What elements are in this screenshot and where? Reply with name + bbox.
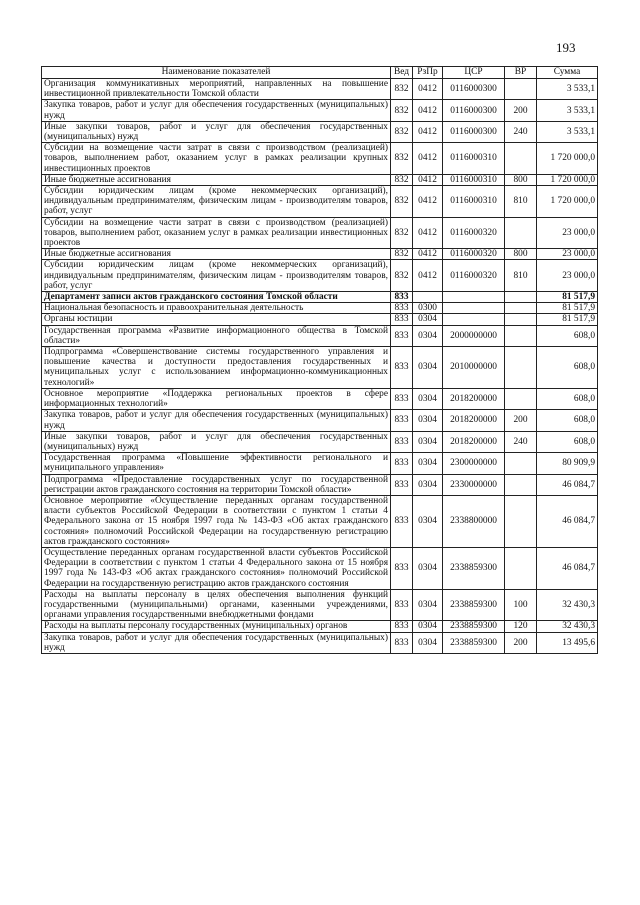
cell-sum: 1 720 000,0 [537,143,598,175]
cell-sum: 81 517,9 [537,303,598,314]
cell-rzpr: 0412 [413,121,443,142]
table-row [42,388,598,409]
cell-sum: 81 517,9 [537,314,598,325]
cell-name: Расходы на выплаты персоналу в целях обеспечения выполнения функций государственными (муниципальными) органами, казенными учреждениями, органами управления государственными внебюджетными фондами [42,589,391,621]
table-row [42,174,598,185]
cell-vr [505,453,537,474]
cell-rzpr: 0412 [413,174,443,185]
cell-vr: 810 [505,260,537,292]
table-row [42,292,598,303]
cell-ved: 832 [391,186,413,218]
cell-rzpr: 0412 [413,100,443,121]
cell-ved: 833 [391,453,413,474]
cell-ved: 833 [391,292,413,303]
cell-name: Закупка товаров, работ и услуг для обеспечения государственных (муниципальных) нужд [42,632,391,653]
cell-sum: 3 533,1 [537,79,598,100]
cell-rzpr: 0304 [413,589,443,621]
cell-ved: 833 [391,621,413,632]
cell-sum: 608,0 [537,410,598,431]
cell-vr [505,292,537,303]
cell-vr [505,347,537,389]
cell-csr: 2338859300 [443,589,505,621]
table-header-row [42,67,598,79]
table-row [42,79,598,100]
cell-vr: 800 [505,249,537,260]
cell-csr: 2010000000 [443,347,505,389]
cell-sum: 46 084,7 [537,474,598,495]
cell-ved: 832 [391,249,413,260]
cell-name: Субсидии на возмещение части затрат в связи с производством (реализацией) товаров, выполнением работ, оказанием услуг в рамках реализации инвестиционных проектов [42,217,391,249]
cell-vr: 200 [505,410,537,431]
cell-csr: 0116000300 [443,121,505,142]
table-row [42,314,598,325]
cell-csr: 0116000300 [443,100,505,121]
cell-ved: 832 [391,143,413,175]
table-row [42,495,598,547]
cell-ved: 832 [391,174,413,185]
cell-sum: 13 495,6 [537,632,598,653]
cell-name: Государственная программа «Развитие информационного общества в Томской области» [42,325,391,346]
cell-rzpr [413,292,443,303]
cell-sum: 3 533,1 [537,121,598,142]
cell-ved: 832 [391,217,413,249]
cell-ved: 832 [391,79,413,100]
table-row [42,474,598,495]
cell-csr: 0116000320 [443,217,505,249]
cell-rzpr: 0412 [413,186,443,218]
cell-rzpr: 0304 [413,347,443,389]
cell-name: Субсидии на возмещение части затрат в связи с производством (реализацией) товаров, выполнением работ, оказанием услуг в рамках реализации крупных инвестиционных проектов [42,143,391,175]
table-row [42,249,598,260]
cell-name: Закупка товаров, работ и услуг для обеспечения государственных (муниципальных) нужд [42,100,391,121]
cell-rzpr: 0304 [413,621,443,632]
cell-vr: 200 [505,100,537,121]
cell-csr: 2018200000 [443,410,505,431]
cell-rzpr: 0304 [413,388,443,409]
table-row [42,621,598,632]
cell-name: Государственная программа «Повышение эффективности регионального и муниципального управления» [42,453,391,474]
cell-ved: 832 [391,260,413,292]
cell-sum: 32 430,3 [537,589,598,621]
cell-name: Департамент записи актов гражданского состояния Томской области [42,292,391,303]
cell-ved: 833 [391,474,413,495]
cell-rzpr: 0412 [413,143,443,175]
cell-csr: 2000000000 [443,325,505,346]
cell-vr [505,79,537,100]
cell-rzpr: 0304 [413,314,443,325]
table-row [42,431,598,452]
cell-sum: 23 000,0 [537,217,598,249]
cell-vr: 800 [505,174,537,185]
cell-csr: 2300000000 [443,453,505,474]
cell-rzpr: 0300 [413,303,443,314]
cell-sum: 46 084,7 [537,495,598,547]
table-row [42,260,598,292]
table-row [42,589,598,621]
cell-vr [505,217,537,249]
cell-vr: 240 [505,121,537,142]
cell-vr [505,325,537,346]
cell-csr: 2330000000 [443,474,505,495]
cell-vr [505,388,537,409]
cell-name: Иные закупки товаров, работ и услуг для обеспечения государственных (муниципальных) нужд [42,431,391,452]
cell-sum: 46 084,7 [537,547,598,589]
cell-sum: 1 720 000,0 [537,186,598,218]
cell-csr: 2018200000 [443,431,505,452]
cell-sum: 23 000,0 [537,260,598,292]
cell-vr [505,314,537,325]
cell-vr: 120 [505,621,537,632]
cell-vr [505,143,537,175]
cell-vr: 810 [505,186,537,218]
header-csr: ЦСР [443,67,505,79]
table-row [42,410,598,431]
cell-ved: 833 [391,632,413,653]
cell-csr: 2338859300 [443,632,505,653]
cell-vr [505,303,537,314]
table-row [42,186,598,218]
cell-name: Расходы на выплаты персоналу государственных (муниципальных) органов [42,621,391,632]
cell-rzpr: 0412 [413,249,443,260]
cell-ved: 833 [391,314,413,325]
cell-rzpr: 0304 [413,431,443,452]
cell-csr: 2338859300 [443,547,505,589]
cell-ved: 832 [391,121,413,142]
cell-ved: 833 [391,495,413,547]
cell-vr [505,547,537,589]
cell-ved: 833 [391,431,413,452]
cell-rzpr: 0304 [413,410,443,431]
cell-sum: 608,0 [537,347,598,389]
cell-csr: 0116000310 [443,143,505,175]
cell-name: Подпрограмма «Совершенствование системы государственного управления и повышение качества и доступности предоставления государственных и муниципальных услуг с использованием информационно-коммуникационных технологий» [42,347,391,389]
page-number: 193 [556,40,576,55]
cell-sum: 1 720 000,0 [537,174,598,185]
cell-name: Основное мероприятие «Поддержка региональных проектов в сфере информационных технологий» [42,388,391,409]
cell-ved: 833 [391,410,413,431]
table-row [42,453,598,474]
cell-rzpr: 0304 [413,495,443,547]
cell-ved: 833 [391,547,413,589]
cell-rzpr: 0304 [413,325,443,346]
cell-rzpr: 0304 [413,632,443,653]
cell-rzpr: 0304 [413,474,443,495]
table-row [42,143,598,175]
cell-rzpr: 0412 [413,79,443,100]
cell-csr [443,292,505,303]
cell-vr: 100 [505,589,537,621]
header-ved: Вед [391,67,413,79]
cell-rzpr: 0412 [413,260,443,292]
cell-ved: 833 [391,388,413,409]
budget-table [41,66,598,654]
cell-name: Осуществление переданных органам государственной власти субъектов Российской Федерации в соответствии с пунктом 1 статьи 4 Федерального закона от 15 ноября 1997 года № 143-ФЗ «Об актах гражданского состояния» полномочий Российской Федерации на государственную регистрацию актов гражданского состояния [42,547,391,589]
cell-vr [505,495,537,547]
cell-sum: 608,0 [537,325,598,346]
table-row [42,547,598,589]
header-name: Наименование показателей [42,67,391,79]
cell-rzpr: 0304 [413,453,443,474]
cell-csr: 0116000320 [443,249,505,260]
cell-name: Подпрограмма «Предоставление государственных услуг по государственной регистрации актов гражданского состояния на территории Томской области» [42,474,391,495]
cell-csr: 0116000310 [443,186,505,218]
cell-name: Субсидии юридическим лицам (кроме некоммерческих организаций), индивидуальным предпринимателям, физическим лицам - производителям товаров, работ, услуг [42,260,391,292]
header-rzpr: РзПр [413,67,443,79]
cell-name: Органы юстиции [42,314,391,325]
cell-name: Иные бюджетные ассигнования [42,174,391,185]
header-vr: ВР [505,67,537,79]
table-row [42,121,598,142]
cell-sum: 32 430,3 [537,621,598,632]
cell-vr: 240 [505,431,537,452]
cell-csr: 0116000320 [443,260,505,292]
cell-name: Иные закупки товаров, работ и услуг для обеспечения государственных (муниципальных) нужд [42,121,391,142]
cell-name: Иные бюджетные ассигнования [42,249,391,260]
table-row [42,632,598,653]
cell-ved: 833 [391,589,413,621]
cell-csr [443,314,505,325]
table-row [42,217,598,249]
cell-vr: 200 [505,632,537,653]
cell-vr [505,474,537,495]
cell-ved: 832 [391,100,413,121]
header-sum: Сумма [537,67,598,79]
table-row [42,303,598,314]
cell-csr: 0116000310 [443,174,505,185]
cell-sum: 80 909,9 [537,453,598,474]
cell-sum: 608,0 [537,388,598,409]
cell-rzpr: 0304 [413,547,443,589]
cell-csr: 2338859300 [443,621,505,632]
cell-csr: 2338800000 [443,495,505,547]
cell-sum: 3 533,1 [537,100,598,121]
cell-csr: 0116000300 [443,79,505,100]
cell-name: Национальная безопасность и правоохранительная деятельность [42,303,391,314]
cell-sum: 608,0 [537,431,598,452]
cell-rzpr: 0412 [413,217,443,249]
cell-csr [443,303,505,314]
table-row [42,347,598,389]
cell-name: Субсидии юридическим лицам (кроме некоммерческих организаций), индивидуальным предпринимателям, физическим лицам - производителям товаров, работ, услуг [42,186,391,218]
cell-ved: 833 [391,347,413,389]
cell-sum: 81 517,9 [537,292,598,303]
cell-name: Организация коммуникативных мероприятий, направленных на повышение инвестиционной привлекательности Томской области [42,79,391,100]
cell-ved: 833 [391,325,413,346]
cell-ved: 833 [391,303,413,314]
table-row [42,100,598,121]
table-row [42,325,598,346]
cell-csr: 2018200000 [443,388,505,409]
cell-name: Основное мероприятие «Осуществление переданных органам государственной власти субъектов Российской Федерации в соответствии с пунктом 1 статьи 4 Федерального закона от 15 ноября 1997 года № 143-ФЗ «Об актах гражданского состояния» полномочий Российской Федерации на государственную регистрацию актов гражданского состояния» [42,495,391,547]
cell-sum: 23 000,0 [537,249,598,260]
cell-name: Закупка товаров, работ и услуг для обеспечения государственных (муниципальных) нужд [42,410,391,431]
